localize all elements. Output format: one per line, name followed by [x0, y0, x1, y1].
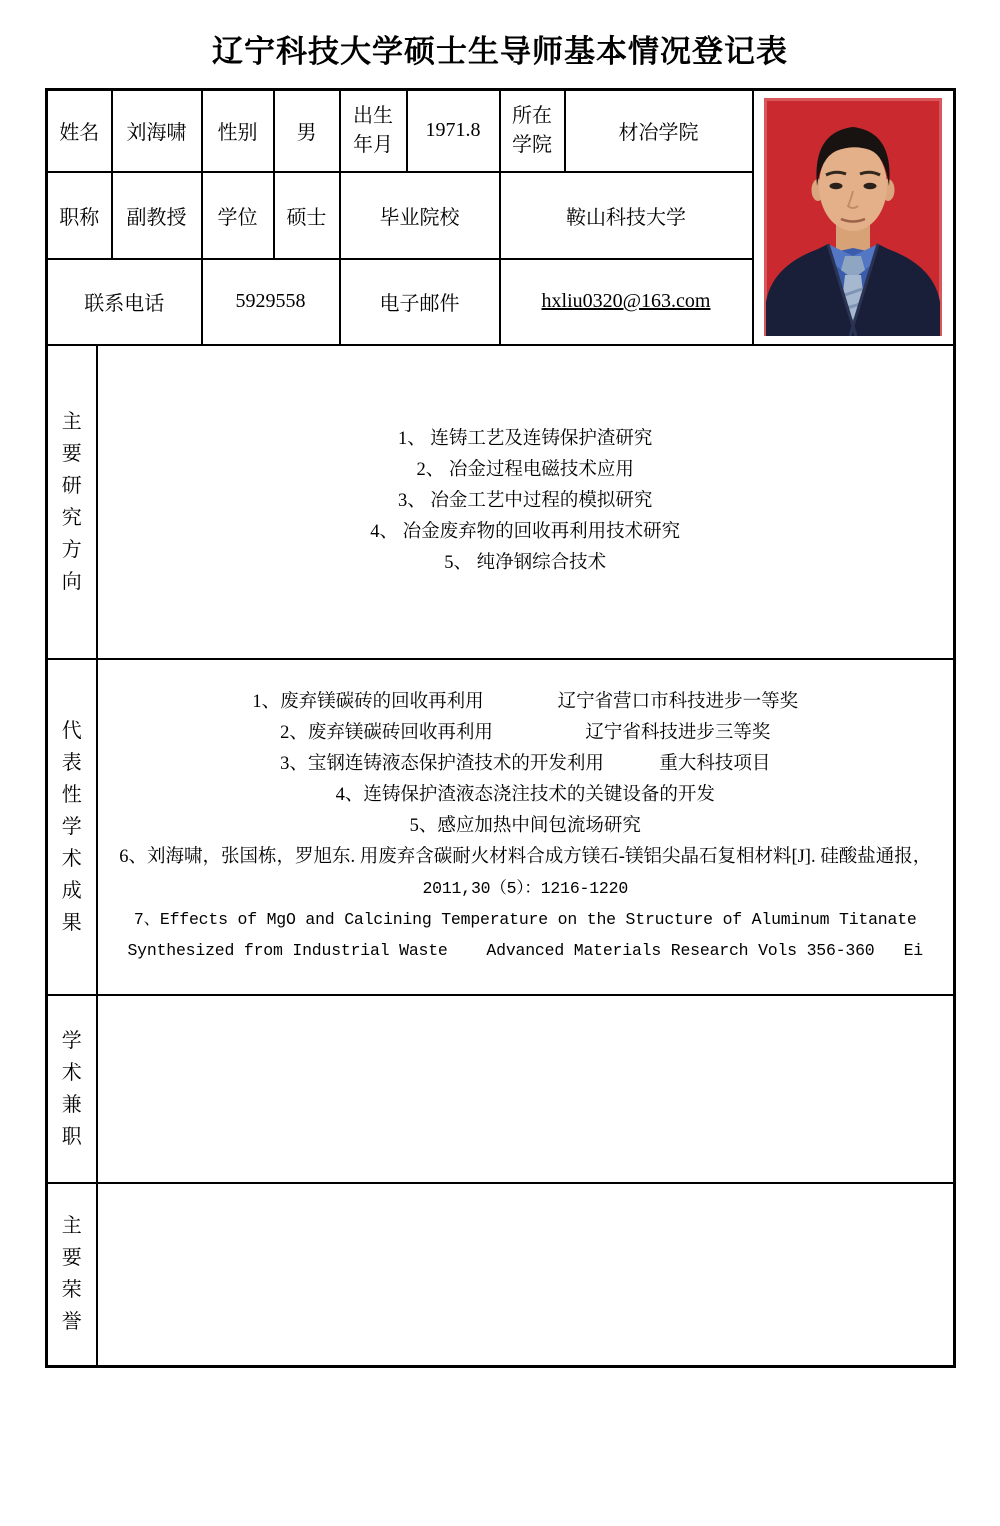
academic-achievements-label: 代表性学术成果 [61, 719, 82, 934]
rank-label-cell [47, 172, 112, 259]
main-honors-row [47, 1183, 955, 1367]
college-label: 所在学院 [512, 104, 552, 156]
academic-positions-label: 学术兼职 [61, 1029, 82, 1148]
name-label: 姓名 [59, 122, 100, 145]
basic-info-row-1 [47, 90, 955, 172]
gender-label-cell [202, 90, 274, 172]
text-line: 6、刘海啸，张国栋，罗旭东. 用废弃含碳耐火材料合成方镁石-镁铝尖晶石复相材料[J]. 硅酸盐通报， [119, 847, 932, 867]
text-line: 2、 冶金过程电磁技术应用 [416, 460, 634, 480]
research-directions-content [97, 345, 955, 659]
text-line: 7、Effects of MgO and Calcining Temperature on the Structure of Aluminum Titanate [133, 910, 917, 929]
email-value-cell [500, 259, 753, 345]
photo-cell [753, 90, 955, 345]
birth-value-cell [407, 90, 500, 172]
birth-value: 1971.8 [425, 119, 481, 142]
email-link[interactable]: hxliu0320@163.com [541, 290, 711, 312]
academic-achievements-content [97, 659, 955, 995]
text-line: 3、 冶金工艺中过程的模拟研究 [398, 491, 653, 511]
alma-mater-value-cell [500, 172, 753, 259]
text-line: 4、 冶金废弃物的回收再利用技术研究 [370, 522, 681, 542]
research-directions-label-cell [47, 345, 97, 659]
degree-label-cell [202, 172, 274, 259]
rank-label: 职称 [59, 206, 100, 229]
portrait-photo-graphic [764, 98, 942, 336]
phone-value-cell [202, 259, 340, 345]
text-line: 5、感应加热中间包流场研究 [409, 816, 641, 836]
degree-value-cell [274, 172, 340, 259]
registration-form-table [45, 88, 956, 1368]
text-line: Synthesized from Industrial Waste Advanced Materials Research Vols 356-360 Ei [127, 941, 924, 960]
text-line: 1、 连铸工艺及连铸保护渣研究 [398, 429, 653, 449]
degree-label: 学位 [217, 206, 258, 229]
portrait-photo [764, 98, 942, 336]
college-value: 材冶学院 [618, 122, 699, 145]
main-honors-label-cell [47, 1183, 97, 1367]
main-honors-content [97, 1183, 955, 1367]
phone-label-cell [47, 259, 202, 345]
academic-positions-content [97, 995, 955, 1183]
academic-achievements-row [47, 659, 955, 995]
gender-label: 性别 [217, 122, 258, 145]
academic-positions-label-cell [47, 995, 97, 1183]
research-directions-row [47, 345, 955, 659]
text-line: 2、废弃镁碳砖回收再利用 辽宁省科技进步三等奖 [280, 723, 771, 743]
degree-value: 硕士 [286, 206, 327, 229]
research-directions-label: 主要研究方向 [61, 410, 82, 593]
academic-positions-row [47, 995, 955, 1183]
text-line: 2011,30（5）：1216-1220 [422, 879, 629, 898]
main-honors-label: 主要荣誉 [61, 1215, 82, 1334]
name-value-cell [112, 90, 202, 172]
page-title: 辽宁科技大学硕士生导师基本情况登记表 [212, 34, 788, 69]
gender-value: 男 [296, 122, 317, 145]
gender-value-cell [274, 90, 340, 172]
text-line: 3、宝钢连铸液态保护渣技术的开发利用 重大科技项目 [280, 754, 771, 774]
birth-label-cell [340, 90, 407, 172]
birth-label: 出生年月 [353, 104, 393, 156]
text-line: 5、 纯净钢综合技术 [444, 553, 607, 573]
academic-achievements-label-cell [47, 659, 97, 995]
email-label: 电子邮件 [379, 293, 460, 315]
name-label-cell [47, 90, 112, 172]
phone-value: 5929558 [235, 290, 306, 312]
phone-label: 联系电话 [84, 293, 165, 315]
rank-value: 副教授 [126, 206, 187, 229]
alma-mater-label-cell [340, 172, 500, 259]
rank-value-cell [112, 172, 202, 259]
email-label-cell [340, 259, 500, 345]
college-value-cell [565, 90, 753, 172]
college-label-cell [500, 90, 565, 172]
alma-mater-value: 鞍山科技大学 [566, 206, 686, 229]
name-value: 刘海啸 [126, 122, 187, 145]
text-line: 1、废弃镁碳砖的回收再利用 辽宁省营口市科技进步一等奖 [252, 692, 799, 712]
alma-mater-label: 毕业院校 [379, 206, 460, 229]
text-line: 4、连铸保护渣液态浇注技术的关键设备的开发 [335, 785, 715, 805]
